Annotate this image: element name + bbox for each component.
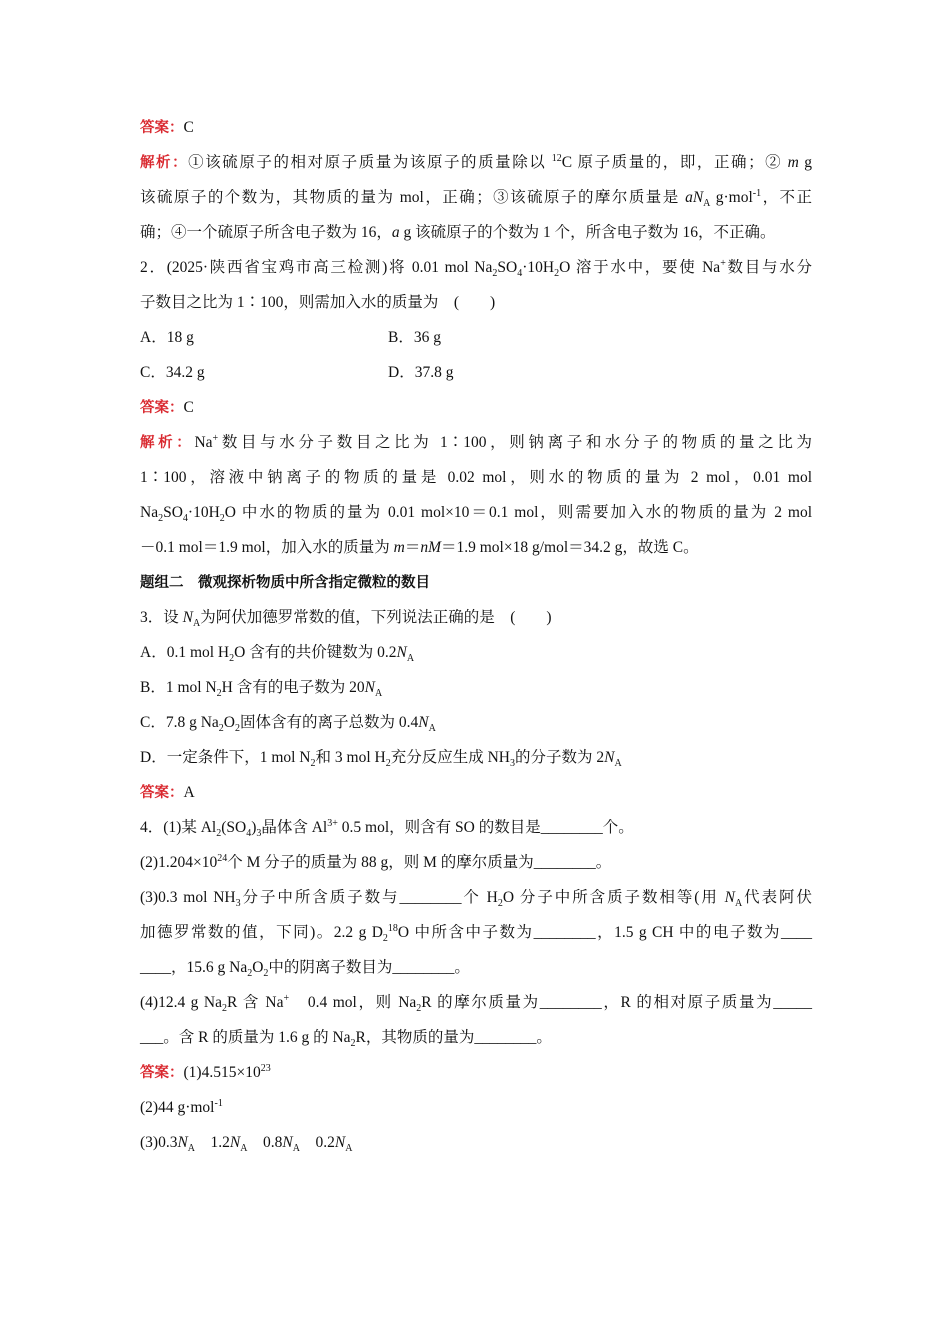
explanation-2-line-4: －0.1 mol＝1.9 mol，加入水的质量为 m＝nM＝1.9 mol×18 g/mol＝34.2 g，故选 C。 xyxy=(140,539,699,556)
answer-4-part-1: 答案：$(1)4.515\times 10^{23}$ xyxy=(140,1062,271,1081)
question-4-part-3-line-1: (3)0.3 mol $NH_3$分子中所含质子数与________个 $H_2O$ 分子中所含质子数相等(用 $N_A$代表阿伏 xyxy=(140,889,812,910)
explanation-1-line-3: 确；④一个硫原子所含电子数为 16，a g 该硫原子的个数为 1 个，所含电子数为 16，不正确。 xyxy=(140,224,776,241)
question-3-stem: 3．设 $N_A$为阿伏加德罗常数的值，下列说法正确的是 ( ) xyxy=(140,609,552,630)
answer-4-part-3: $(3)0.3N_A$ $1.2N_A$ $0.8N_A$ $0.2N_A$ xyxy=(140,1134,353,1155)
option-d: D．37.8 g xyxy=(388,364,454,381)
question-4-part-2: $(2)1.204\times 10^{24}$个 M 分子的质量为 88 g，则 M 的摩尔质量为________。 xyxy=(140,852,612,871)
question-4-part-4-line-1: (4)12.4 g $Na_2R$ 含 Na+ 0.4 mol，则 $Na_2R$ 的摩尔质量为________，R 的相对原子质量为_____ xyxy=(140,992,812,1015)
question-2-options-cd xyxy=(140,363,812,383)
explanation-1-line-1: 解析：①该硫原子的相对原子质量为该原子的质量除以 $^{12}$C 原子质量的，即，正确；② m g xyxy=(140,152,813,171)
question-4-part-1: 4．(1)某 $Al_2(SO_4)_3$晶体含 $Al^{3+}$ 0.5 mol，则含有 SO 的数目是________个。 xyxy=(140,817,634,840)
question-3-option-a: A．0.1 mol $H_2O$ 含有的共价键数为 $0.2N_A$ xyxy=(140,644,415,665)
question-4-part-4-line-2: ___。含 R 的质量为 1.6 g 的 $Na_2R$，其物质的量为________。 xyxy=(140,1029,552,1050)
question-2-line-2: 子数目之比为 1∶100，则需加入水的质量为 ( ) xyxy=(140,294,496,311)
question-2-options-ab xyxy=(140,328,812,348)
question-2-line-1: 2．(2025·陕西省宝鸡市高三检测)将 0.01 mol $Na_2SO_4\cdot 10H_2O$ 溶于水中，要使 Na+数目与水分 xyxy=(140,257,812,280)
explanation-2-line-1: 解析：Na+数目与水分子数目之比为 1∶100，则钠离子和水分子的物质的量之比为 xyxy=(140,432,812,451)
answer-1: 答案：C xyxy=(140,119,194,136)
answer-4-part-2: (2)44 g·mol$^{-1}$ xyxy=(140,1097,223,1116)
explanation-2-line-3: $Na_2SO_4\cdot 10H_2O$ 中水的物质的量为 0.01 mol×10＝0.1 mol，则需要加入水的物质的量为 2 mol xyxy=(140,504,812,525)
question-3-option-d: D．一定条件下，1 mol $N_2$和 3 mol $H_2$充分反应生成 $NH_3$的分子数为 $2N_A$ xyxy=(140,749,622,770)
answer-3: 答案：A xyxy=(140,784,195,801)
question-3-option-b: B．1 mol $N_2H$ 含有的电子数为 $20N_A$ xyxy=(140,679,383,700)
option-a: A．18 g xyxy=(140,329,194,346)
explanation-1-line-2: 该硫原子的个数为，其物质的量为 mol，正确；③该硫原子的摩尔质量是 $aN_A$ g·mol$^{-1}$，不正 xyxy=(140,187,812,210)
question-4-part-3-line-3: ____，15.6 g $Na_2O_2$中的阴离子数目为________。 xyxy=(140,959,470,980)
option-b: B．36 g xyxy=(388,329,441,346)
option-c: C．34.2 g xyxy=(140,364,205,381)
answer-2: 答案：C xyxy=(140,399,194,416)
section-heading-group-2: 题组二 微观探析物质中所含指定微粒的数目 xyxy=(140,575,430,591)
question-4-part-3-line-2: 加德罗常数的值，下同)。2.2 g $D_2^{18}O$ 中所含中子数为________，1.5 g CH 中的电子数为____ xyxy=(140,922,812,945)
document-page xyxy=(140,118,812,1153)
question-3-option-c: C．7.8 g $Na_2O_2$固体含有的离子总数为 $0.4N_A$ xyxy=(140,714,436,735)
explanation-2-line-2: 1∶100，溶液中钠离子的物质的量是 0.02 mol，则水的物质的量为 2 mol，0.01 mol xyxy=(140,469,812,486)
